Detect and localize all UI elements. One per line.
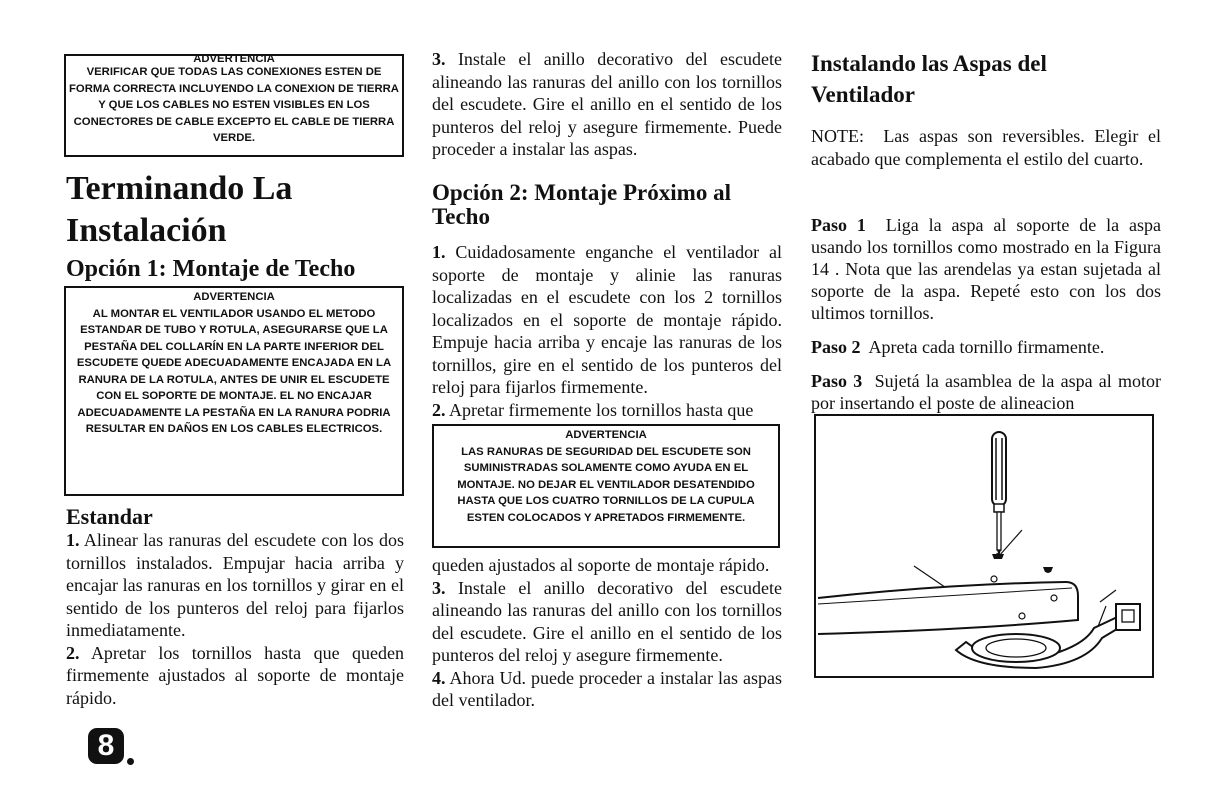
blades-heading: Instalando las Aspas del Ventilador: [811, 51, 1047, 107]
blades-note: [811, 125, 1161, 171]
warning-text: LAS RANURAS DE SEGURIDAD DEL ESCUDETE SON SUMINISTRADAS SOLAMENTE COMO AYUDA EN EL MONTAJE. NO DEJAR EL VENTILADOR DESATENDIDO HASTA QUE LOS CUATRO TORNILLOS DE LA CUPULA ESTEN COLOCADOS Y APRETADOS FIRMEMENTE.: [457, 445, 755, 524]
step-text: Apretar los tornillos hasta que queden firmemente ajustados al soporte de montaje rápido.: [66, 642, 404, 708]
step-item: [811, 214, 1161, 324]
step-label: Paso 3: [811, 371, 863, 391]
option1-heading: Opción 1: Montaje de Techo: [66, 256, 356, 282]
step-number: 1.: [66, 530, 80, 550]
step-item: [432, 667, 782, 712]
step-number: 4.: [432, 667, 446, 688]
blade-attachment-illustration: [816, 416, 1152, 676]
step-item: [811, 336, 1161, 358]
step-text: Ahora Ud. puede proceder a instalar las aspas del ventilador.: [432, 667, 782, 710]
warning-text: VERIFICAR QUE TODAS LAS CONEXIONES ESTEN DE FORMA CORRECTA INCLUYENDO LA CONEXION DE TIERRA Y QUE LOS CABLES NO ESTEN VISIBLES EN LOS CONECTORES DE CABLE EXCEPTO EL CABLE DE TIERRA VERDE.: [69, 66, 399, 144]
option1-step3: [432, 48, 782, 161]
note-label: NOTE:: [811, 126, 864, 146]
step-label: Paso 1: [811, 215, 866, 235]
warning-title: ADVERTENCIA: [193, 53, 275, 65]
step-text: Sujetá la asamblea de la aspa al motor por insertando el poste de alineacion: [811, 371, 1162, 413]
step-item: [811, 370, 1161, 414]
step-continuation: queden ajustados al soporte de montaje rápido.: [432, 555, 770, 575]
step-text: Apretar firmemente los tornillos hasta que: [449, 399, 754, 420]
step-text: Apreta cada tornillo firmamente.: [868, 337, 1105, 357]
step-label: Paso 2: [811, 337, 861, 357]
option2-steps-continued: [432, 554, 782, 712]
warning-title: ADVERTENCIA: [565, 429, 647, 441]
step-item: [432, 577, 782, 667]
step-item: [66, 529, 404, 642]
page-number-dot: [127, 758, 134, 765]
step-text: Cuidadosamente enganche el ventilador al soporte de montaje y alinie las ranuras localizadas en el escudete con los 2 tornillos localizados en el soporte de montaje rápido. Empuje hacia arriba y encaje las ranuras de los tornillos, gire en el sentido de los punteros del reloj para fijarlos firmemente.: [432, 242, 782, 397]
section-title: Terminando La Instalación: [66, 170, 293, 249]
warning-title: ADVERTENCIA: [193, 291, 275, 303]
step-text: Instale el anillo decorativo del escudete alineando las ranuras del anillo con los tornillos del escudete. Gire el anillo en el sentido de los punteros del reloj y asegure firmemente.: [432, 577, 782, 665]
step-number: 2.: [432, 399, 446, 420]
page-number-badge: [88, 728, 124, 764]
step-text: Instale el anillo decorativo del escudete alineando las ranuras del anillo con los tornillos del escudete. Gire el anillo en el sentido de los punteros del reloj y asegure firmemente. Puede proceder a instalar las aspas.: [432, 49, 782, 159]
step-number: 3.: [432, 577, 446, 598]
step-item: [66, 642, 404, 710]
step-item: [432, 399, 782, 422]
warning-box-standard-mount: [64, 286, 404, 496]
warning-box-safety-slots: [432, 424, 780, 548]
standard-subheading: Estandar: [66, 504, 153, 529]
standard-steps: [66, 529, 404, 709]
step-text: Alinear las ranuras del escudete con los dos tornillos instalados. Empujar hacia arriba y encajar las ranuras en los tornillos y girar en el sentido de los punteros del reloj para fijarlos inmediatamente.: [66, 530, 404, 640]
note-text: Las aspas son reversibles. Elegir el acabado que complementa el estilo del cuarto.: [811, 126, 1162, 169]
warning-text: AL MONTAR EL VENTILADOR USANDO EL METODO ESTANDAR DE TUBO Y ROTULA, ASEGURARSE QUE LA PESTAÑA DEL COLLARÍN EN LA PARTE INFERIOR DEL ESCUDETE QUEDE ADECUADAMENTE ENCAJADA EN LA RANURA DE LA ROTULA, ANTES DE UNIR EL ESCUDETE CON EL SOPORTE DE MONTAJE. EL NO ENCAJAR ADECUADAMENTE LA PESTAÑA EN LA RANURA PODRIA RESULTAR EN DAÑOS EN LOS CABLES ELECTRICOS.: [76, 307, 392, 435]
step-number: 3.: [432, 49, 446, 69]
screwdriver-icon: [992, 432, 1006, 556]
page-number: 8: [97, 729, 115, 762]
step-number: 1.: [432, 242, 446, 262]
warning-box-connections: [64, 54, 404, 157]
blades-steps: [811, 214, 1161, 414]
step-number: 2.: [66, 642, 80, 663]
step-item: [432, 241, 782, 399]
option2-steps: [432, 241, 782, 421]
option2-heading: Opción 2: Montaje Próximo al Techo: [432, 180, 731, 229]
step-text: Liga la aspa al soporte de la aspa usando los tornillos como mostrado en la Figura 14 . Nota que las arendelas ya estan sujetada al soporte de la aspa. Repeté esto con los dos ultimos tornillos.: [811, 215, 1162, 323]
figure-blade-attachment: [814, 414, 1154, 678]
